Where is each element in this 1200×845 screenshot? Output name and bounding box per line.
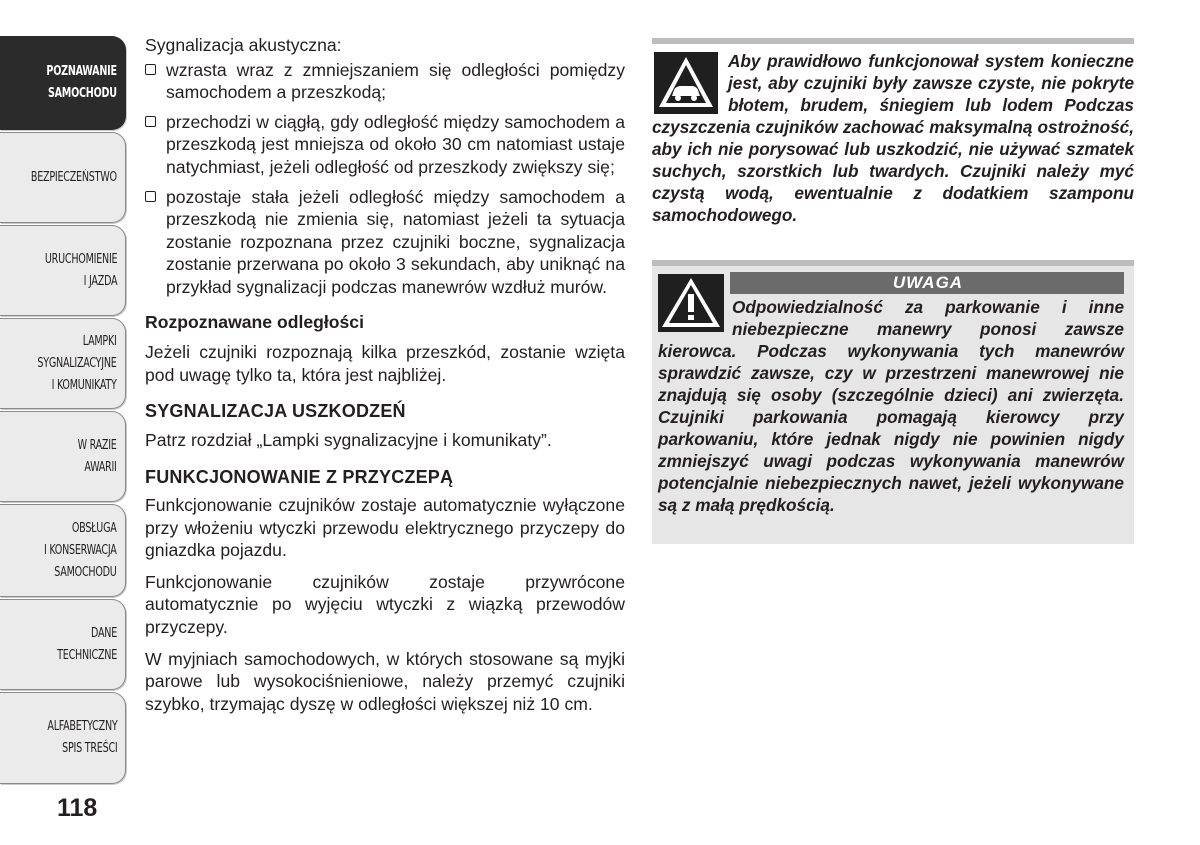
main-column [145, 34, 625, 724]
tab-w-razie-awarii[interactable] [0, 411, 126, 502]
tab-bezpieczenstwo[interactable] [0, 132, 126, 223]
trailer-paragraph-3: W myjniach samochodowych, w których stosowane są myjki parowe lub wysokociśnieniowe, należy przemyć czujniki szybko, trzymając dyszę w odległości większej niż 10 cm. [145, 648, 625, 714]
warning-title: UWAGA [730, 272, 1124, 294]
tab-label: POZNAWANIE SAMOCHODU [46, 64, 117, 101]
notes-column [652, 38, 1134, 544]
warning-note-text: Odpowiedzialność za parkowanie i inne niebezpieczne manewry ponosi zawsze kierowca. Podczas wykonywania tych manewrów sprawdzić zawsze, czy w przestrzeni manewrowej nie znajdują się osoby (szczególnie dzieci) ani zwierzęta. Czujniki parkowania pomagają kierowcy przy parkowaniu, które jednak nigdy nie powinien nigdy zmniejszyć uwagi podczas wykonywania manewrów potencjalnie niebezpiecznych nawet, jeżeli wykonywane są z małą prędkością. [658, 297, 1124, 515]
tab-label: URUCHOMIENIE I JAZDA [44, 251, 117, 289]
info-note [652, 38, 1134, 226]
car-in-triangle-icon [654, 52, 718, 114]
distances-paragraph: Jeżeli czujniki rozpoznają kilka przeszkód, zostanie wzięta pod uwagę tylko ta, która jest najbliżej. [145, 342, 625, 385]
tab-label: LAMPKI SYGNALIZACYJNE I KOMUNIKATY [37, 333, 117, 393]
list-item-text: przechodzi w ciągłą, gdy odległość między samochodem a przeszkodą jest mniejsza od około 30 cm natomiast ustaje natychmiast, jeżeli odległość od przeszkody zwiększy się; [166, 111, 625, 177]
trailer-paragraph-2: Funkcjonowanie czujników zostaje przywrócone automatycznie po wyjęciu wtyczki z wiązką przewodów przyczepy. [145, 571, 625, 638]
list-item [145, 186, 625, 299]
tab-label: BEZPIECZEŃSTWO [31, 169, 117, 185]
checkbox-bullet-icon [145, 191, 156, 202]
acoustic-intro: Sygnalizacja akustyczna: [145, 35, 342, 55]
tab-label: W RAZIE AWARII [77, 437, 117, 475]
tab-alfabetyczny-spis-tresci[interactable] [0, 692, 126, 784]
checkbox-bullet-icon [145, 116, 156, 127]
warning-triangle-icon [658, 274, 724, 332]
fault-paragraph: Patrz rozdział „Lampki sygnalizacyjne i komunikaty”. [145, 429, 552, 450]
distances-heading: Rozpoznawane odległości [145, 311, 364, 332]
list-item [145, 111, 625, 179]
list-item [145, 59, 625, 104]
tab-uruchomienie-i-jazda[interactable] [0, 225, 126, 316]
page-number: 118 [57, 794, 98, 822]
list-item-text: pozostaje stała jeżeli odległość między samochodem a przeszkodą nie zmienia się, natomiast jeżeli ta sytuacja zostanie rozpoznana przez czujniki boczne, sygnalizacja zostanie przerwana po około 3 sekundach, aby uniknąć na przykład sygnalizacji podczas manewrów wzdłuż murów. [166, 186, 625, 297]
tab-poznawanie-samochodu[interactable] [0, 36, 126, 130]
list-item-text: wzrasta wraz z zmniejszaniem się odległości pomiędzy samochodem a przeszkodą; [166, 59, 625, 103]
trailer-heading: FUNKCJONOWANIE Z PRZYCZEPĄ [145, 466, 454, 487]
info-note-text: Aby prawidłowo funkcjonował system konieczne jest, aby czujniki były zawsze czyste, nie pokryte błotem, brudem, śniegiem lub lodem Podczas czyszczenia czujników zachować maksymalną ostrożność, aby ich nie porysować lub uszkodzić, nie używać szmatek suchych, szorstkich lub twardych. Czujniki należy myć czystą wodą, ewentualnie z dodatkiem szamponu samochodowego. [652, 51, 1134, 225]
fault-heading: SYGNALIZACJA USZKODZEŃ [145, 401, 406, 422]
tab-dane-techniczne[interactable] [0, 599, 126, 690]
warning-note [652, 260, 1134, 544]
tab-obsluga-i-konserwacja[interactable] [0, 504, 126, 597]
tab-lampki-sygnalizacyjne[interactable] [0, 318, 126, 409]
tab-label: ALFABETYCZNY SPIS TREŚCI [46, 719, 117, 756]
trailer-paragraph-1: Funkcjonowanie czujników zostaje automatycznie wyłączone przy włożeniu wtyczki przewodu elektrycznego przyczepy do gniazdka pojazdu. [145, 495, 625, 561]
tab-label: DANE TECHNICZNE [57, 625, 117, 663]
checkbox-bullet-icon [145, 64, 156, 75]
tab-label: OBSŁUGA I KONSERWACJA SAMOCHODU [44, 520, 117, 580]
